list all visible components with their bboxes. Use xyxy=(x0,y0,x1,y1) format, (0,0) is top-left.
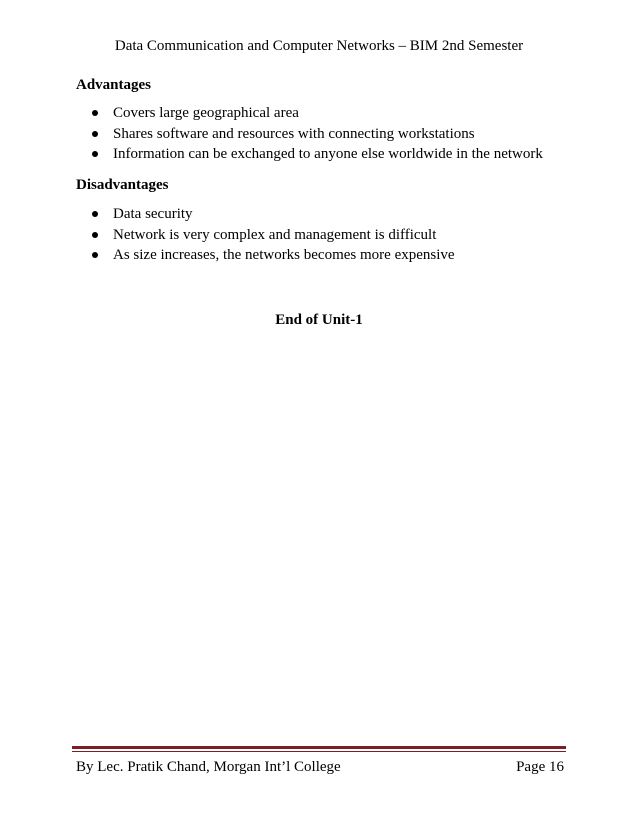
list-item: Network is very complex and management is difficult xyxy=(76,225,455,246)
page-number: Page 16 xyxy=(516,759,564,775)
bullet-icon xyxy=(92,151,98,157)
bullet-icon xyxy=(92,110,98,116)
end-of-unit-note: End of Unit-1 xyxy=(275,312,363,328)
bullet-icon xyxy=(92,131,98,137)
footer-rule xyxy=(72,746,566,749)
list-item: Shares software and resources with connecting workstations xyxy=(76,124,543,145)
advantages-list xyxy=(76,103,543,165)
bullet-icon xyxy=(92,232,98,238)
page-header: Data Communication and Computer Networks – BIM 2nd Semester xyxy=(114,38,524,54)
footer-author: By Lec. Pratik Chand, Morgan Int’l College xyxy=(76,759,341,775)
bullet-icon xyxy=(92,211,98,217)
disadvantages-list xyxy=(76,204,455,266)
list-item: As size increases, the networks becomes more expensive xyxy=(76,245,455,266)
list-item: Data security xyxy=(76,204,455,225)
disadvantages-heading: Disadvantages xyxy=(76,177,169,193)
advantages-heading: Advantages xyxy=(76,77,152,93)
list-item: Information can be exchanged to anyone else worldwide in the network xyxy=(76,144,543,165)
bullet-icon xyxy=(92,252,98,258)
footer-rule-thin xyxy=(72,751,566,752)
list-item: Covers large geographical area xyxy=(76,103,543,124)
